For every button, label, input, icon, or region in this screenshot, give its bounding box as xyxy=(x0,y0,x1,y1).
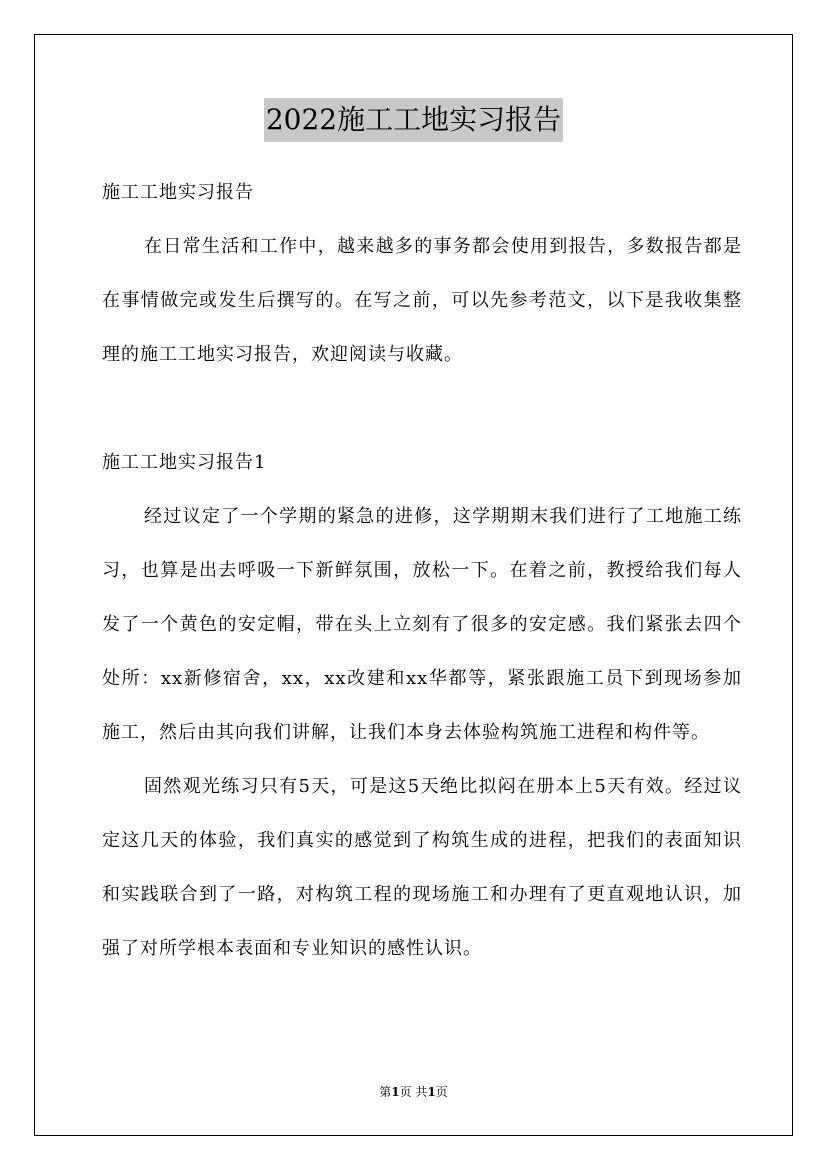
title-container xyxy=(0,98,827,142)
footer-mid: 页 共 xyxy=(399,1085,428,1099)
footer-page-number: 1 xyxy=(391,1085,400,1099)
section-heading[interactable]: 施工工地实习报告1 xyxy=(102,452,267,473)
footer-page-total: 1 xyxy=(427,1085,436,1099)
body-paragraph[interactable]: 固然观光练习只有5天，可是这5天绝比拟闷在册本上5天有效。经过议定这几天的体验，我们真实的感觉到了构筑生成的进程，把我们的表面知识和实践联合到了一路，对构筑工程的现场施工和办理有了更直观地认识，加强了对所学根本表面和专业知识的感性认识。 xyxy=(102,776,742,959)
page-footer xyxy=(0,1082,827,1102)
intro-paragraph[interactable]: 在日常生活和工作中，越来越多的事务都会使用到报告，多数报告都是在事情做完或发生后撰写的。在写之前，可以先参考范文，以下是我收集整理的施工工地实习报告，欢迎阅读与收藏。 xyxy=(102,236,742,365)
document-subtitle[interactable]: 施工工地实习报告 xyxy=(102,182,254,203)
body-paragraph[interactable]: 经过议定了一个学期的紧急的进修，这学期期末我们进行了工地施工练习，也算是出去呼吸一下新鲜氛围，放松一下。在着之前，教授给我们每人发了一个黄色的安定帽，带在头上立刻有了很多的安定感。我们紧张去四个处所：xx新修宿舍，xx，xx改建和xx华都等，紧张跟施工员下到现场参加施工，然后由其向我们讲解，让我们本身去体验构筑施工进程和构件等。 xyxy=(102,506,742,743)
document-body xyxy=(102,166,742,976)
document-title[interactable]: 2022施工工地实习报告 xyxy=(264,98,563,142)
footer-suffix: 页 xyxy=(435,1085,448,1099)
section-spacer xyxy=(102,382,742,436)
footer-prefix: 第 xyxy=(379,1085,392,1099)
